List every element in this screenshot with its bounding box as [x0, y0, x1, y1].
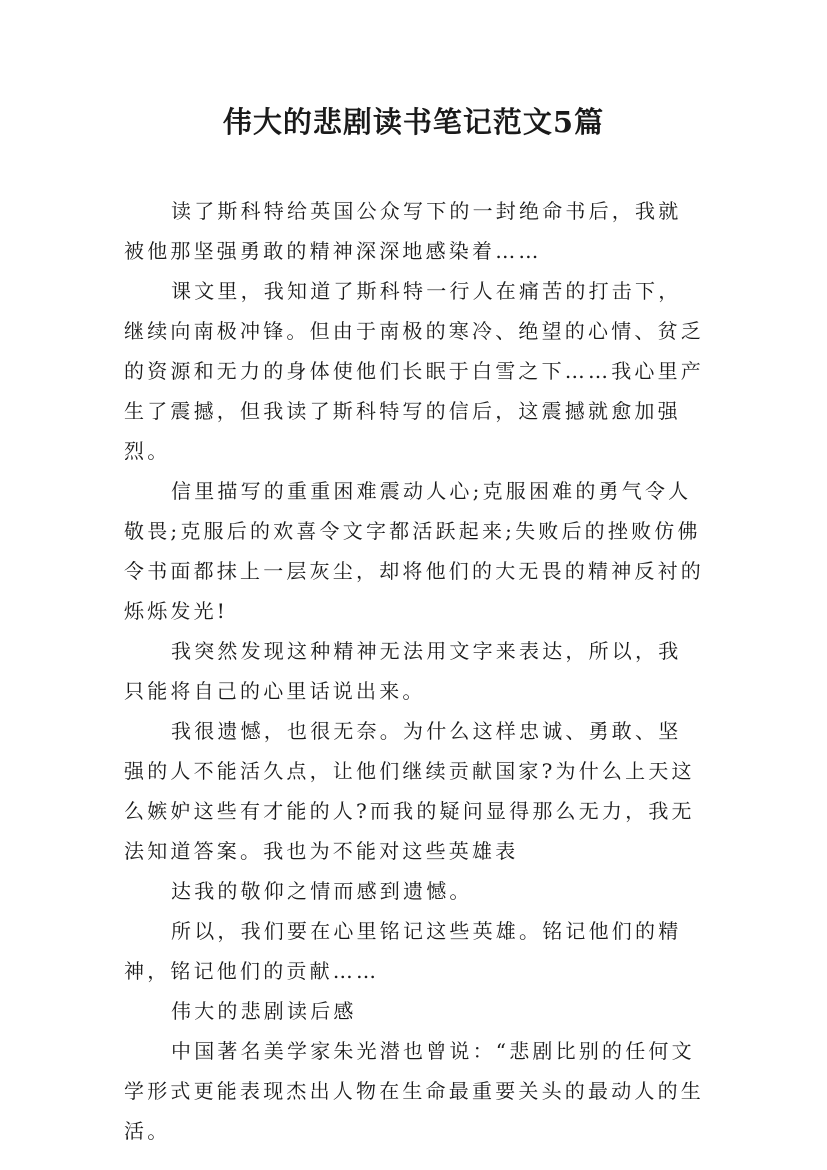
paragraph: 我突然发现这种精神无法用文字来表达，所以，我只能将自己的心里话说出来。	[124, 639, 682, 703]
paragraph: 课文里，我知道了斯科特一行人在痛苦的打击下，继续向南极冲锋。但由于南极的寒冷、绝望的心情、贫乏的资源和无力的身体使他们长眠于白雪之下……我心里产生了震撼，但我读了斯科特写的信后，这震撼就愈加强烈。	[124, 279, 704, 463]
paragraph: 中国著名美学家朱光潜也曾说：“悲剧比别的任何文学形式更能表现杰出人物在生命最重要关头的最动人的生活。	[124, 1039, 704, 1143]
paragraph: 我很遗憾，也很无奈。为什么这样忠诚、勇敢、坚强的人不能活久点，让他们继续贡献国家?为什么上天这么嫉妒这些有才能的人?而我的疑问显得那么无力，我无法知道答案。我也为不能对这些英雄表	[124, 719, 695, 863]
section-heading: 伟大的悲剧读后感	[171, 999, 357, 1023]
paragraph: 所以，我们要在心里铭记这些英雄。铭记他们的精神，铭记他们的贡献……	[124, 919, 682, 983]
paragraph: 信里描写的重重困难震动人心;克服困难的勇气令人敬畏;克服后的欢喜令文字都活跃起来;失败后的挫败仿佛令书面都抹上一层灰尘，却将他们的大无畏的精神反衬的烁烁发光!	[124, 479, 704, 623]
document-body	[124, 191, 704, 1151]
document-title: 伟大的悲剧读书笔记范文5篇	[222, 105, 605, 139]
paragraph: 读了斯科特给英国公众写下的一封绝命书后，我就被他那坚强勇敢的精神深深地感染着……	[124, 199, 682, 263]
paragraph: 达我的敬仰之情而感到遗憾。	[171, 879, 473, 903]
